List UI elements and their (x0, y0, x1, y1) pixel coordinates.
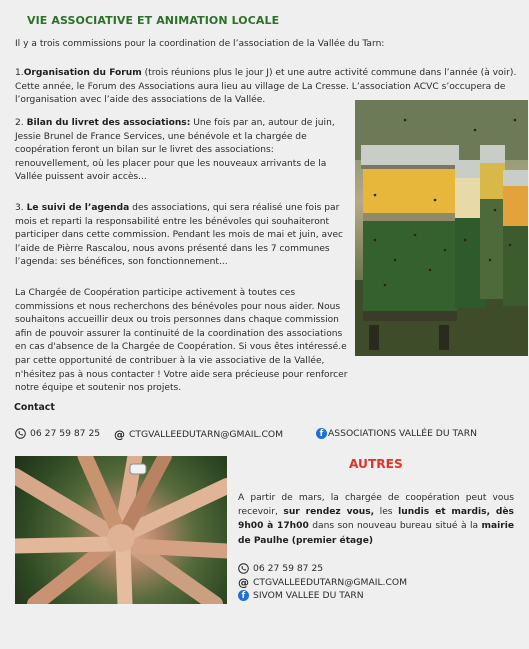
facebook-icon: f (238, 590, 249, 601)
item-heading: Bilan du livret des associations: (26, 118, 191, 128)
autres-title: AUTRES (349, 457, 403, 471)
phone-icon (15, 428, 26, 439)
autres-bold-days: lundis et mardis, dès 9h00 à 17h00 (238, 507, 514, 532)
contact-phone-text: 06 27 59 87 25 (30, 428, 101, 439)
beehives-photo (355, 100, 528, 356)
autres-text-part: dans son nouveau bureau situé à la (308, 521, 482, 532)
item-number: 2. (15, 118, 27, 128)
contact-facebook-text: ASSOCIATIONS VALLÉE DU TARN (328, 428, 477, 439)
hands-illustration (15, 456, 227, 604)
phone-icon (238, 563, 249, 574)
contact-facebook[interactable] (316, 428, 477, 439)
autres-facebook[interactable] (238, 590, 364, 601)
item-number: 3. (15, 203, 27, 213)
autres-bold-location: mairie de Paulhe (premier étage) (238, 521, 514, 546)
volunteer-paragraph: La Chargée de Coopération participe activement à toutes ces commissions et nous recherchons des bénévoles pour nous aider. Nous souhaitons accueillir deux ou trois personnes dans chaque commission afin de pouvoir assurer la continuité de la coordination des associations en cas d'absence de la Chargée de Coopération. Si vous êtes intéressé.e par cette opportunité de contribuer à la vie associative de la Vallée, n'hésitez pas à nous contacter ! Votre aide sera précieuse pour renforcer notre équipe et soutenir nos projets. (15, 288, 348, 394)
autres-text-part: les (374, 507, 399, 518)
autres-email-text: CTGVALLEEDUTARN@GMAIL.COM (253, 577, 408, 588)
item-body: (trois réunions plus le jour J) et une autre activité commune dans l’année (à voir). Cette année, le Forum des Associations aura lieu au village de La Cresse. L’association ACVC s’occupera de l’organisation avec l’aide des associations de la Vallée. (15, 68, 517, 106)
facebook-icon: f (316, 428, 327, 439)
contact-label: Contact (14, 402, 55, 413)
autres-text-part: A partir de mars, la chargée de coopération peut vous recevoir, (238, 493, 514, 518)
autres-text (238, 491, 514, 548)
contact-phone[interactable] (15, 428, 100, 439)
autres-phone[interactable] (238, 563, 323, 574)
at-sign-icon: @ (238, 576, 249, 589)
item-agenda (15, 202, 350, 270)
item-body: des associations, qui sera réalisé une fois par mois et reparti la responsabilité entre les bénévoles qui souhaiteront participer dans cette commission. Pendant les mois de mai et juin, avec l’aide de Pièrre Rascalou, nous avons présenté dans les 7 communes l’agenda: ses bénéfices, son fonctionnement... (15, 203, 344, 268)
item-livret (15, 117, 350, 185)
item-body: Une fois par an, autour de juin, Jessie Brunel de France Services, une bénévole et la chargée de coopération feront un bilan sur le livret des associations: renouvellement, où les placer pour que les nouveaux arrivants de la Vallée puissent avoir accès... (15, 118, 335, 183)
at-sign-icon: @ (114, 428, 125, 441)
section-title: VIE ASSOCIATIVE ET ANIMATION LOCALE (27, 14, 280, 27)
contact-row (0, 428, 529, 442)
beehives-illustration (355, 100, 528, 356)
contact-email-text: CTGVALLEEDUTARN@GMAIL.COM (129, 429, 284, 440)
hands-together-photo (15, 456, 227, 604)
item-number: 1. (15, 68, 24, 78)
autres-email[interactable] (238, 576, 407, 589)
contact-email[interactable] (114, 428, 283, 441)
item-heading: Le suivi de l’agenda (26, 203, 130, 213)
autres-bold-rdv: sur rendez vous, (283, 507, 375, 518)
intro-text: Il y a trois commissions pour la coordination de l’association de la Vallée du Tarn: (15, 39, 385, 49)
autres-facebook-text: SIVOM VALLEE DU TARN (253, 590, 364, 601)
autres-phone-text: 06 27 59 87 25 (253, 563, 324, 574)
item-heading: Organisation du Forum (23, 68, 142, 78)
